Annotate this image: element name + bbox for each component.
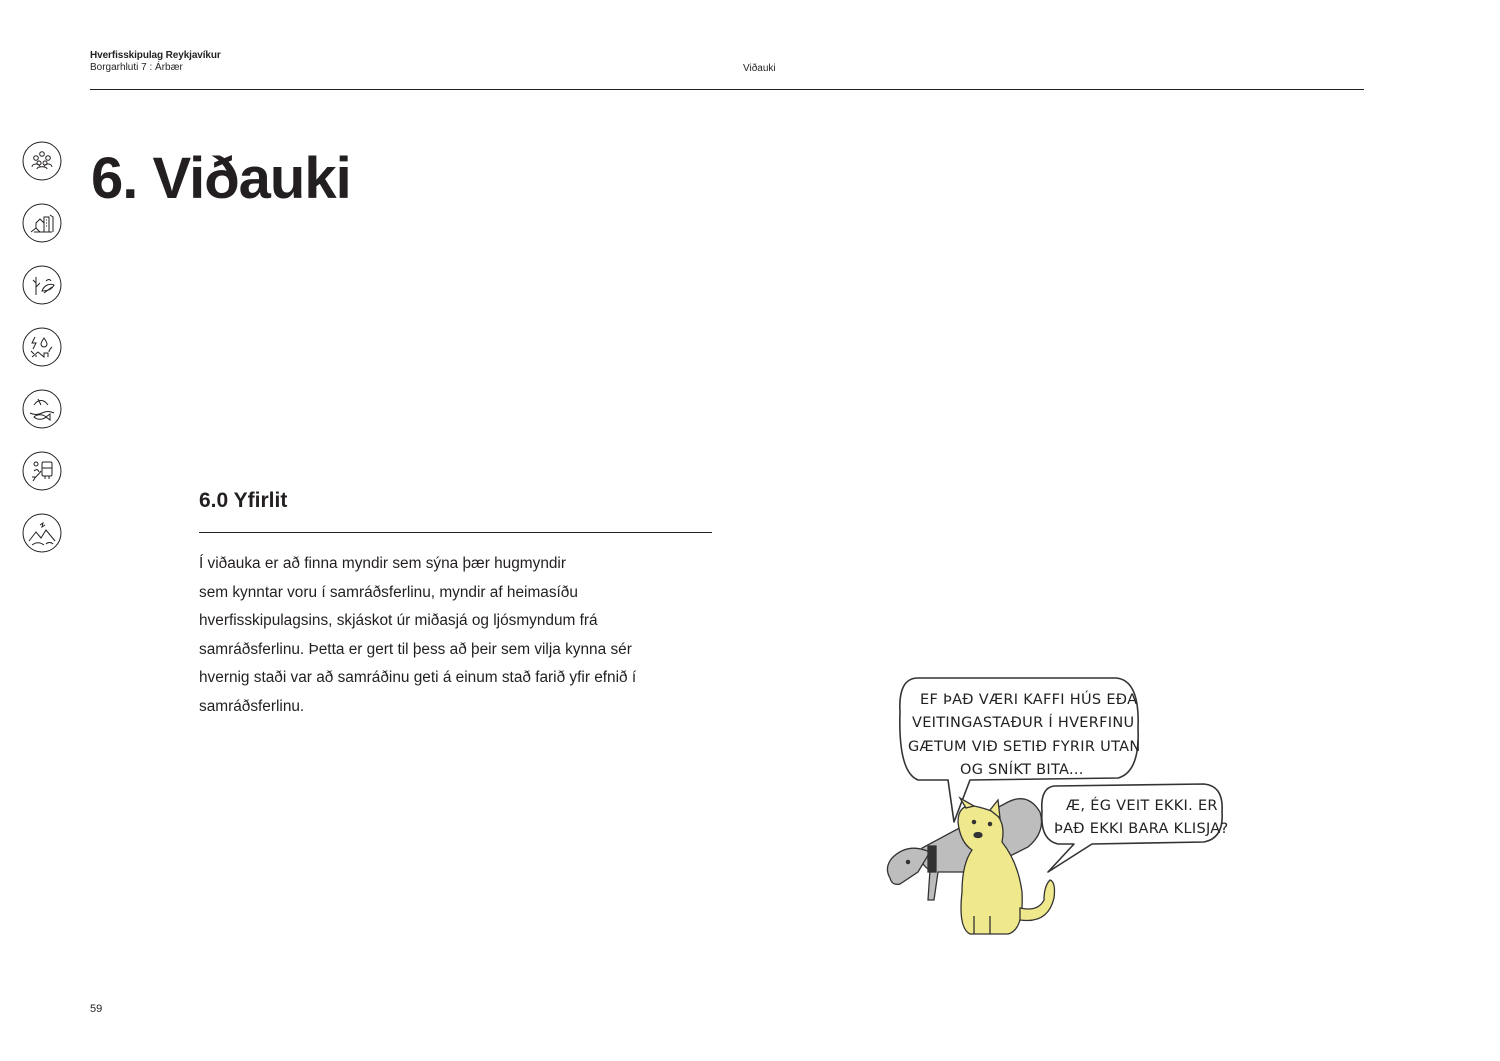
body-line: Í viðauka er að finna myndir sem sýna þær hugmyndir: [199, 555, 566, 572]
buildings-icon[interactable]: [22, 203, 62, 243]
speech-text: GÆTUM VIÐ SETIÐ FYRIR UTAN: [908, 739, 1141, 755]
document-title: Hverfisskipulag Reykjavíkur: [90, 50, 221, 61]
page-number: 59: [90, 1003, 103, 1015]
fish-icon[interactable]: [22, 389, 62, 429]
body-line: samráðsferlinu. Þetta er gert til þess að þeir sem vilja kynna sér: [199, 640, 632, 658]
people-icon[interactable]: [22, 141, 62, 181]
speech-text: VEITINGASTAÐUR Í HVERFINU: [912, 715, 1135, 731]
section-heading: 6.0 Yfirlit: [199, 489, 288, 512]
chapter-title: 6. Viðauki: [91, 146, 351, 211]
body-paragraph: [199, 550, 719, 722]
dogs-illustration: [878, 672, 1230, 942]
speech-text: ÞAÐ EKKI BARA KLISJA?: [1054, 821, 1229, 837]
body-line: hverfisskipulagsins, skjáskot úr miðasjá og ljósmyndum frá: [199, 612, 598, 630]
body-line: sem kynntar voru í samráðsferlinu, myndir af heimasíðu: [199, 583, 578, 601]
landscape-icon[interactable]: [22, 513, 62, 553]
body-line: samráðsferlinu.: [199, 697, 305, 715]
body-line: hvernig staði var að samráðinu geti á einum stað farið yfir efnið í: [199, 669, 637, 687]
speech-text: Æ, ÉG VEIT EKKI. ER: [1066, 798, 1218, 814]
transport-icon[interactable]: [22, 451, 62, 491]
document-subtitle: Borgarhluti 7 : Árbær: [90, 62, 183, 73]
energy-water-icon[interactable]: [22, 327, 62, 367]
nature-icon[interactable]: [22, 265, 62, 305]
header-divider: [90, 89, 1364, 90]
speech-text: OG SNÍKT BITA...: [960, 762, 1084, 778]
section-divider: [199, 532, 712, 533]
section-label: Viðauki: [743, 63, 776, 74]
speech-text: EF ÞAÐ VÆRI KAFFI HÚS EÐA: [920, 692, 1138, 708]
